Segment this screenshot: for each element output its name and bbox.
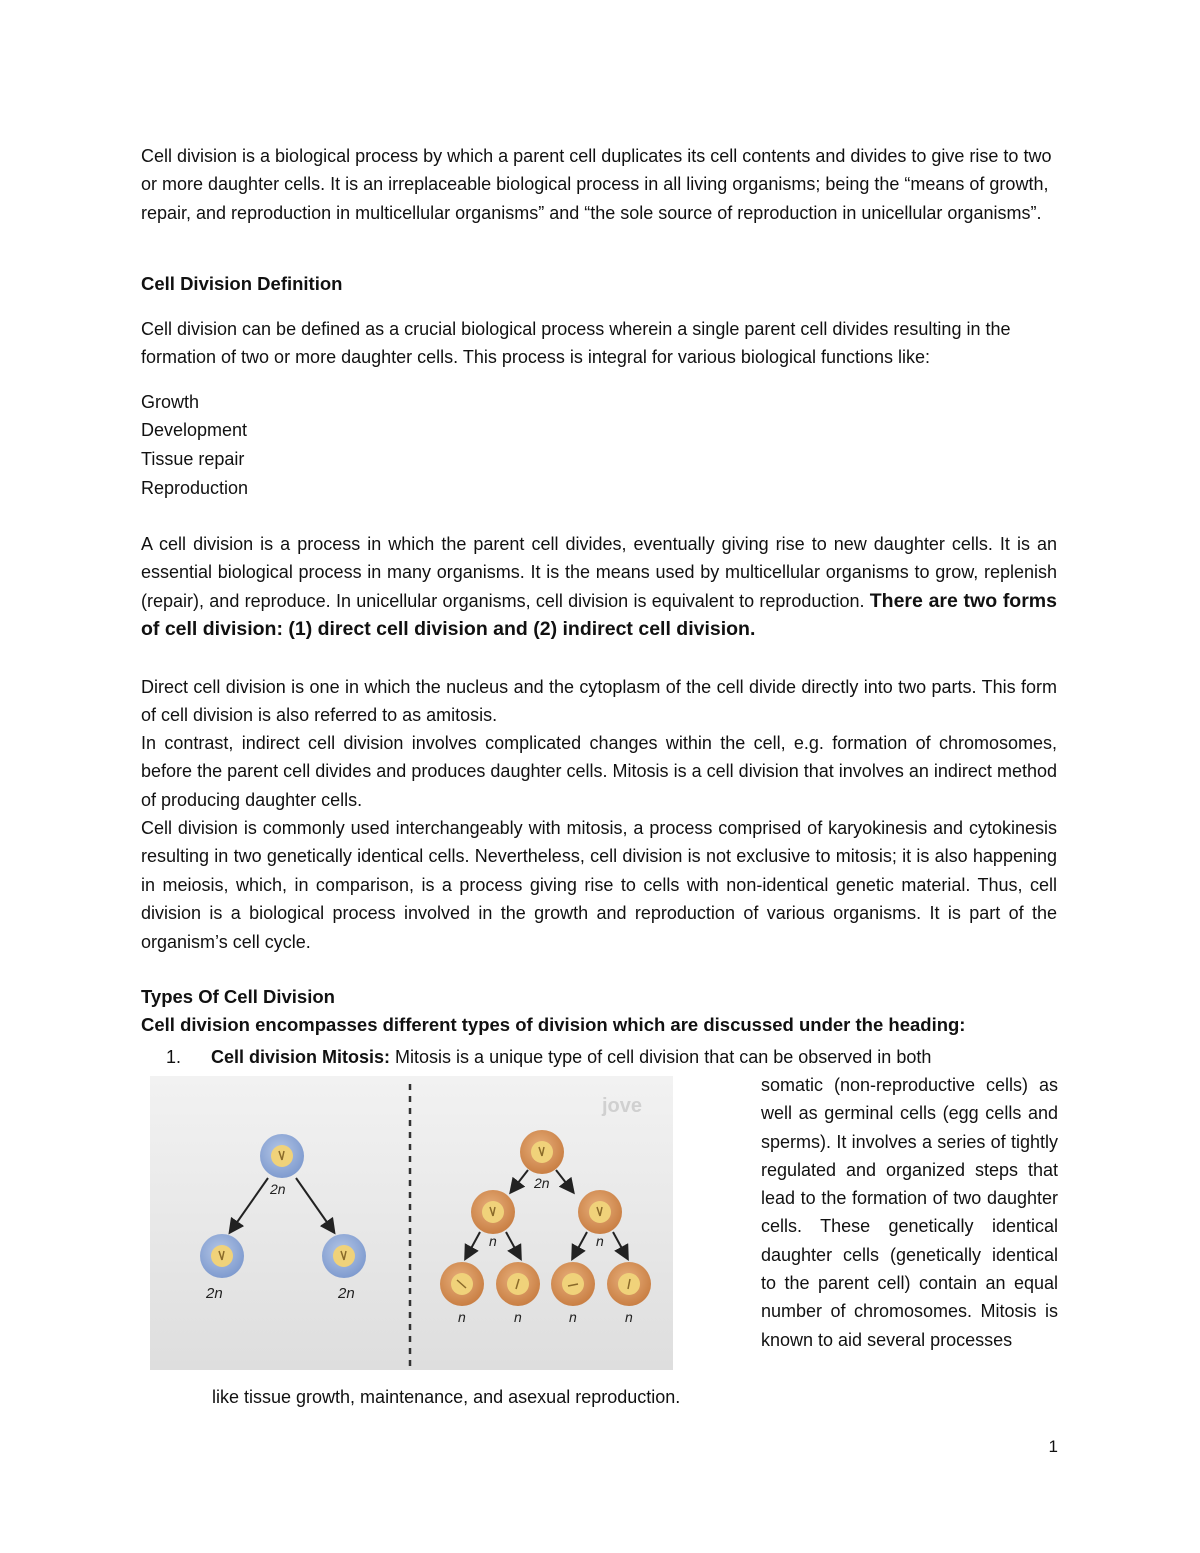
- mitosis-daughter-cell: [322, 1234, 366, 1278]
- label-n: n: [596, 1233, 604, 1249]
- types-heading: Types Of Cell Division: [141, 986, 335, 1007]
- intro-paragraph: Cell division is a biological process by which a parent cell duplicates its cell contents and divides to give rise to two or more daughter cells. It is an irreplaceable biological process in all living organisms; being the “means of growth, repair, and reproduction in multicellular organisms” and “the sole source of reproduction in unicellular organisms”.: [141, 146, 1052, 223]
- definition-heading: Cell Division Definition: [141, 273, 343, 294]
- function-item: Growth: [141, 392, 200, 412]
- forms-text: A cell division is a process in which the parent cell divides, eventually giving rise to new daughter cells. It is an essential biological process in many organisms. It is the means used by multicellular organisms to grow, replenish (repair), and reproduce. In unicellular organisms, cell division is equivalent to reproduction.: [141, 534, 1057, 611]
- meiosis-daughter-cell: [551, 1262, 595, 1306]
- cell-division-figure: [150, 1076, 673, 1370]
- label-n: n: [458, 1309, 466, 1325]
- label-n: n: [625, 1309, 633, 1325]
- list-item-side-text: somatic (non-reproductive cells) as well as germinal cells (egg cells and sperms). It involves a series of tightly regulated and organized steps that lead to the formation of two daughter cells. These genetically identical daughter cells (genetically identical to the parent cell) contain an equal number of chromosomes. Mitosis is known to aid several processes: [761, 1075, 1058, 1350]
- meiosis-daughter-cell: [496, 1262, 540, 1306]
- meiosis-daughter-cell: [440, 1262, 484, 1306]
- label-2n: 2n: [206, 1285, 223, 1302]
- list-item-mitosis: [166, 1043, 1057, 1071]
- direct-paragraph: Direct cell division is one in which the nucleus and the cytoplasm of the cell divide directly into two parts. This form of cell division is also referred to as amitosis.: [141, 677, 1057, 726]
- definition-paragraph: Cell division can be defined as a crucial biological process wherein a single parent cell divides resulting in the formation of two or more daughter cells. This process is integral for various biological functions like:: [141, 319, 1011, 368]
- watermark: jove: [602, 1095, 643, 1117]
- list-item-number: 1.: [166, 1047, 182, 1067]
- label-2n: 2n: [270, 1181, 286, 1197]
- mitosis-parent-cell: [260, 1134, 304, 1178]
- meiosis-mid-cell: [471, 1190, 515, 1234]
- function-item: Tissue repair: [141, 449, 245, 469]
- list-item-text: Mitosis is a unique type of cell division that can be observed in both: [395, 1047, 932, 1067]
- label-n: n: [489, 1233, 497, 1249]
- page-number: 1: [1048, 1437, 1058, 1456]
- forms-paragraph: [141, 530, 1057, 644]
- function-item: Reproduction: [141, 478, 249, 498]
- function-item: Development: [141, 420, 248, 440]
- meiosis-mid-cell: [578, 1190, 622, 1234]
- label-2n: 2n: [534, 1175, 550, 1191]
- label-2n: 2n: [338, 1285, 355, 1302]
- indirect-paragraph: In contrast, indirect cell division involves complicated changes within the cell, e.g. formation of chromosomes, before the parent cell divides and produces daughter cells. Mitosis is a cell division that involves an indirect method of producing daughter cells.: [141, 733, 1057, 810]
- list-item-continuation: like tissue growth, maintenance, and asexual reproduction.: [212, 1387, 681, 1407]
- list-item-title: Cell division Mitosis:: [211, 1047, 391, 1067]
- label-n: n: [514, 1309, 522, 1325]
- label-n: n: [569, 1309, 577, 1325]
- meiosis-daughter-cell: [607, 1262, 651, 1306]
- forms-bold-sentence: There are two forms of cell division: (1) direct cell division and (2) indirect cell division.: [141, 589, 1057, 641]
- types-subheading: Cell division encompasses different types of division which are discussed under the heading:: [141, 1014, 966, 1035]
- meiosis-parent-cell: [520, 1130, 564, 1174]
- interchange-paragraph: Cell division is commonly used interchangeably with mitosis, a process comprised of karyokinesis and cytokinesis resulting in two genetically identical cells. Nevertheless, cell division is not exclusive to mitosis; it is also happening in meiosis, which, in comparison, is a process giving rise to cells with non-identical genetic material. Thus, cell division is a biological process involved in the growth and reproduction of various organisms. It is part of the organism’s cell cycle.: [141, 818, 1057, 952]
- mitosis-daughter-cell: [200, 1234, 244, 1278]
